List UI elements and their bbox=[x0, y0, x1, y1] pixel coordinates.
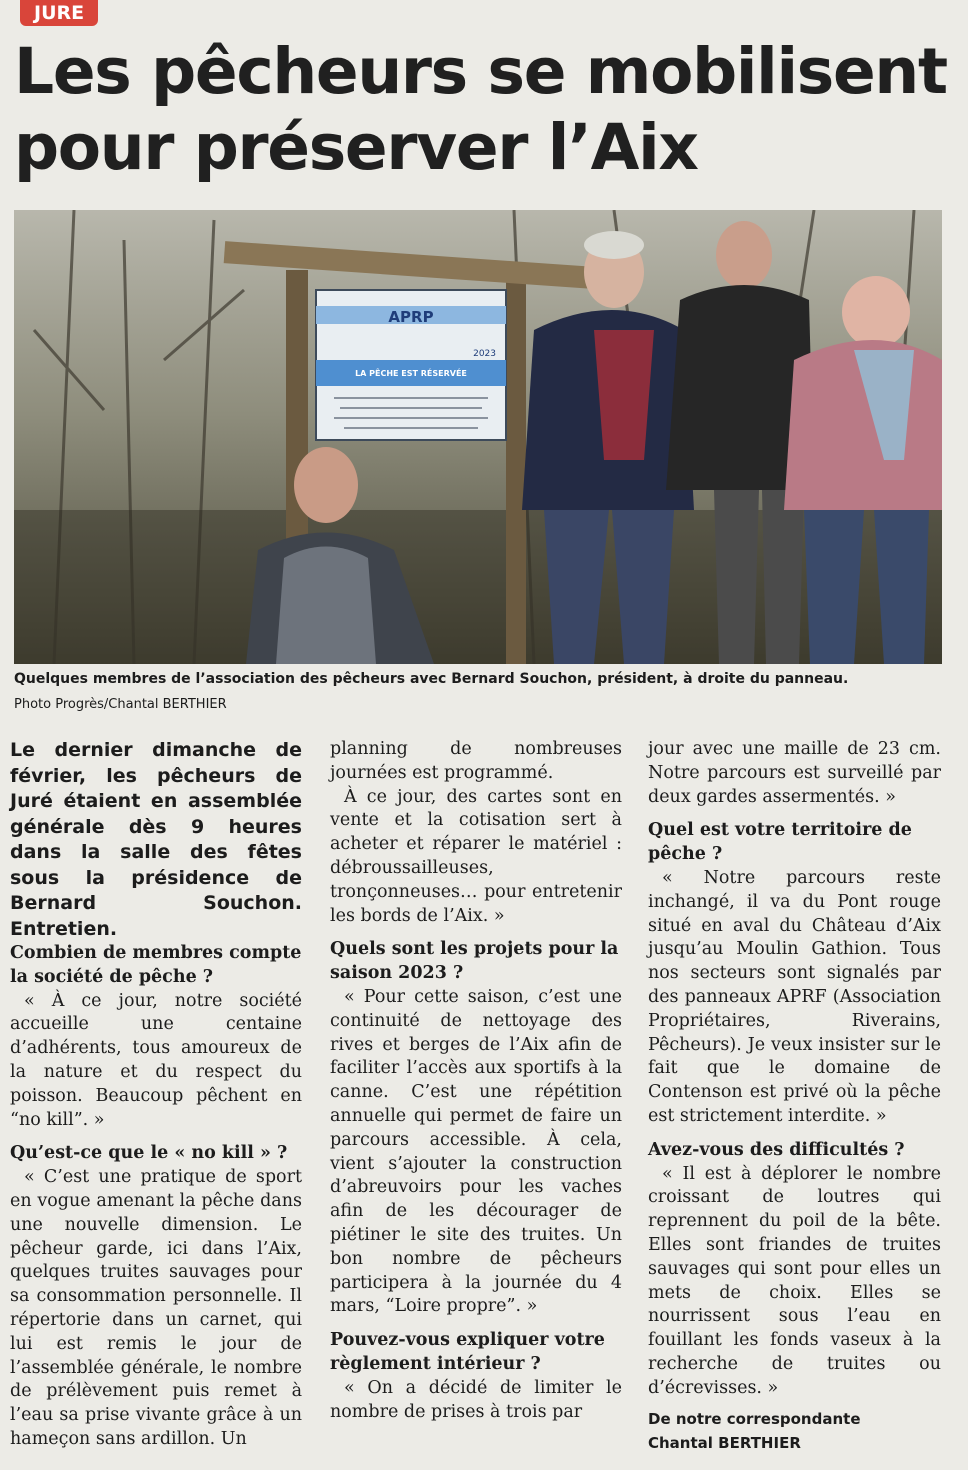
answer-1: « À ce jour, notre société accueille une centaine d’adhérents, tous amoureux de la nature et du respect du poisson. Beaucoup pêchent en “no kill”. » bbox=[10, 990, 302, 1130]
column-2 bbox=[330, 738, 622, 1424]
question-2: Qu’est-ce que le « no kill » ? bbox=[10, 1143, 288, 1164]
answer-6: « Il est à déplorer le nombre croissant de loutres qui reprennent du poil de la bête. Elles sont friandes de truites sauvages qui sont pour elles un mets de choix. Elles se nourrissent sous l’eau en fouillant les fonds vaseux à la recherche de truites ou d’écrevisses. » bbox=[648, 1163, 941, 1398]
question-1: Combien de membres compte la société de pêche ? bbox=[10, 943, 302, 987]
section-kicker: JURE bbox=[20, 0, 98, 26]
answer-2-part-b: À ce jour, des cartes sont en vente et la cotisation sert à acheter et réparer le matériel : débroussailleuses, tronçonneuses… pour entretenir les bords de l’Aix. » bbox=[330, 786, 622, 926]
photo-illustration bbox=[14, 210, 942, 664]
photo-caption: Quelques membres de l’association des pêcheurs avec Bernard Souchon, président, à droite du panneau. bbox=[14, 671, 849, 687]
headline: Les pêcheurs se mobilisent pour préserver l’Aix bbox=[14, 35, 947, 184]
question-5: Quel est votre territoire de pêche ? bbox=[648, 820, 912, 865]
column-3 bbox=[648, 738, 941, 1455]
question-4: Pouvez-vous expliquer votre règlement intérieur ? bbox=[330, 1330, 605, 1374]
answer-4-continued: jour avec une maille de 23 cm. Notre parcours est surveillé par deux gardes assermentés. » bbox=[648, 739, 941, 807]
question-3: Quels sont les projets pour la saison 2023 ? bbox=[330, 939, 619, 984]
photo-credit: Photo Progrès/Chantal BERTHIER bbox=[14, 697, 227, 712]
sign-title: APRP bbox=[388, 308, 434, 326]
answer-2-continued: planning de nombreuses journées est programmé. bbox=[330, 739, 622, 783]
answer-3: « Pour cette saison, c’est une continuité de nettoyage des rives et berges de l’Aix afin de faciliter l’accès aux sportifs à la canne. C’est une répétition annuelle qui permet de faire un parcours accessible. À cela, vient s’ajouter la construction d’abreuvoirs pour les vaches afin de les décourager de piétiner le site des truites. Un bon nombre de pêcheurs participera à la journée du 4 mars, “Loire propre”. » bbox=[330, 986, 622, 1317]
answer-5: « Notre parcours reste inchangé, il va du Pont rouge situé en aval du Château d’Aix jusqu’au Moulin Gathion. Tous nos secteurs sont signalés par des panneaux APRF (Association Propriétaires, Riverains, Pêcheurs). Je veux insister sur le fait que le domaine de Contenson est privé où la pêche est strictement interdite. » bbox=[648, 867, 941, 1126]
byline-role: De notre correspondante bbox=[648, 1409, 861, 1428]
sign-year: 2023 bbox=[473, 349, 496, 359]
byline-author: Chantal BERTHIER bbox=[648, 1433, 801, 1452]
answer-2: « C’est une pratique de sport en vogue amenant la pêche dans une nouvelle dimension. Le pêcheur garde, ici dans l’Aix, quelques truites sauvages pour sa consommation personnelle. Il répertorie dans un carnet, qui lui est remis le jour de l’assemblée générale, le nombre de prélèvement puis remet à l’eau sa prise vivante grâce à un hameçon sans ardillon. Un bbox=[10, 1167, 302, 1449]
answer-4: « On a décidé de limiter le nombre de prises à trois par bbox=[330, 1377, 622, 1422]
column-1 bbox=[10, 738, 302, 1452]
byline bbox=[648, 1407, 941, 1455]
question-6: Avez-vous des difficultés ? bbox=[648, 1139, 905, 1160]
sign-line: LA PÊCHE EST RÉSERVÉE bbox=[355, 369, 467, 378]
article-lead: Le dernier dimanche de février, les pêcheurs de Juré étaient en assemblée générale dès 9 heures dans la salle des fêtes sous la présidence de Bernard Souchon. Entretien. bbox=[10, 739, 302, 940]
article-photo bbox=[14, 210, 942, 664]
